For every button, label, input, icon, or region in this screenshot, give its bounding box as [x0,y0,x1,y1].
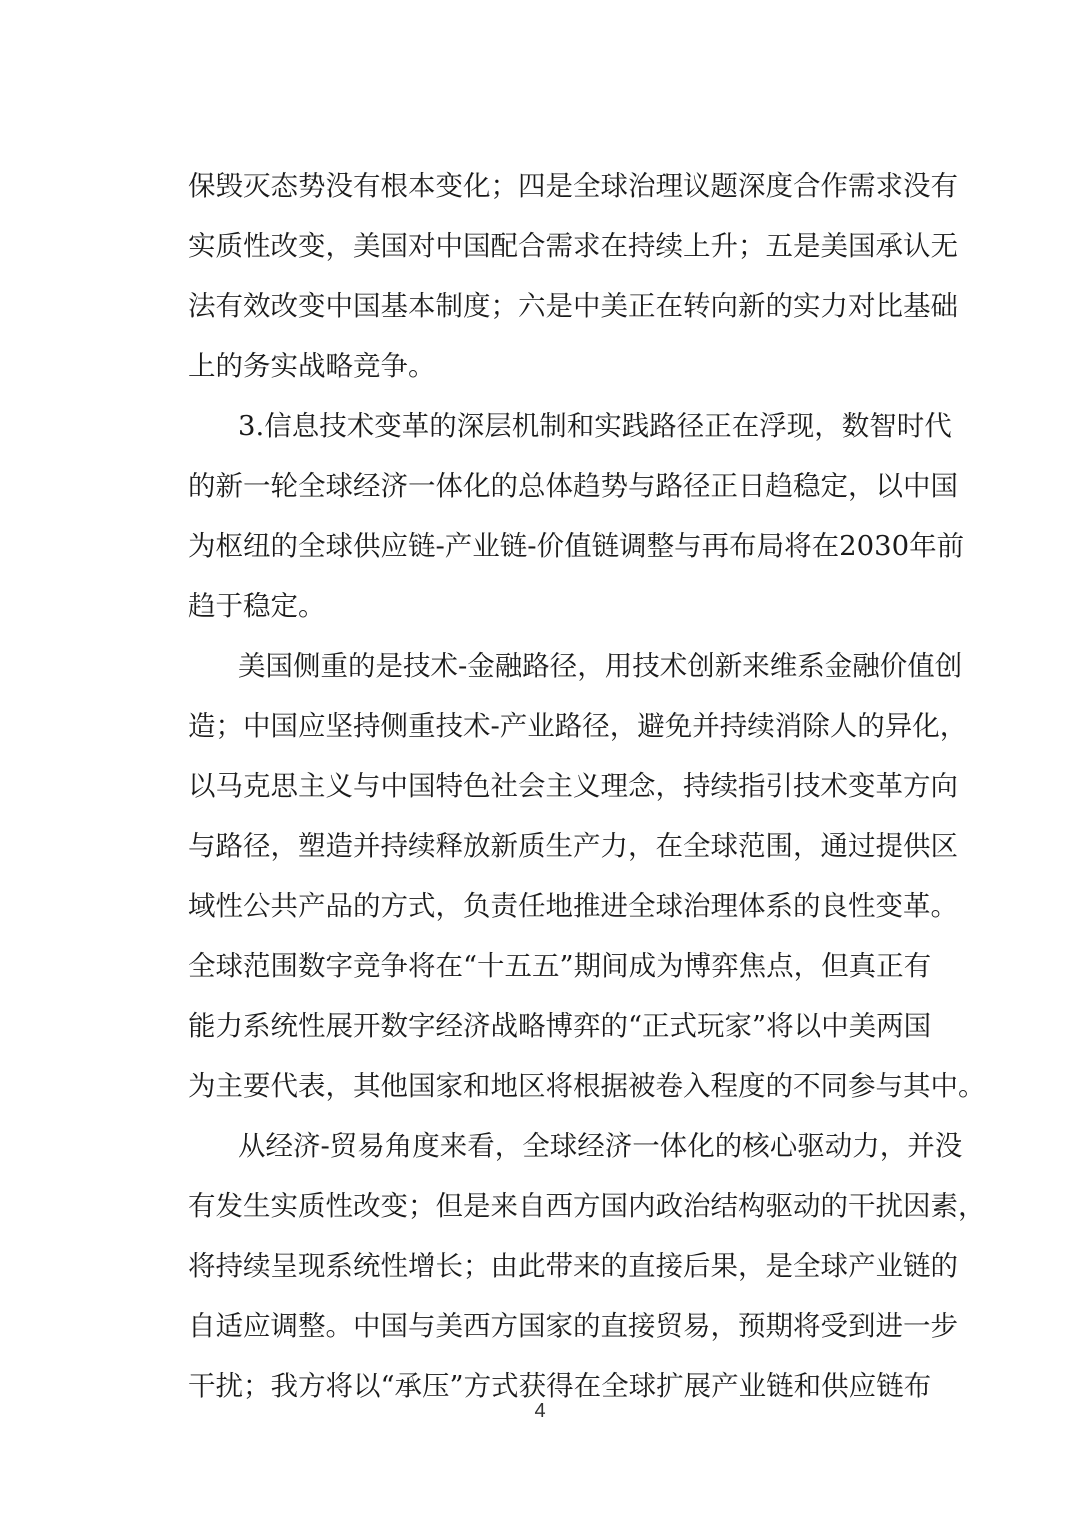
text-line: 造；中国应坚持侧重技术-产业路径，避免并持续消除人的异化， [188,710,968,742]
text-line: 美国侧重的是技术-金融路径，用技术创新来维系金融价值创 [238,650,963,682]
text-line: 与路径，塑造并持续释放新质生产力，在全球范围，通过提供区 [188,830,958,862]
text-line: 实质性改变，美国对中国配合需求在持续上升；五是美国承认无 [188,230,958,262]
text-line: 为枢纽的全球供应链-产业链-价值链调整与再布局将在2030年前 [188,530,965,562]
text-line: 有发生实质性改变；但是来自西方国内政治结构驱动的干扰因素， [188,1190,986,1222]
text-line: 自适应调整。中国与美西方国家的直接贸易，预期将受到进一步 [188,1310,958,1342]
text-line: 为主要代表，其他国家和地区将根据被卷入程度的不同参与其中。 [188,1070,986,1102]
text-line: 干扰；我方将以“承压”方式获得在全球扩展产业链和供应链布 [188,1370,932,1402]
text-line: 趋于稳定。 [188,590,326,622]
text-line: 能力系统性展开数字经济战略博弈的“正式玩家”将以中美两国 [188,1010,932,1042]
text-line: 上的务实战略竞争。 [188,350,436,382]
text-line: 法有效改变中国基本制度；六是中美正在转向新的实力对比基础 [188,290,958,322]
text-line: 保毁灭态势没有根本变化；四是全球治理议题深度合作需求没有 [188,170,958,202]
text-line: 域性公共产品的方式，负责任地推进全球治理体系的良性变革。 [188,890,958,922]
text-line: 的新一轮全球经济一体化的总体趋势与路径正日趋稳定，以中国 [188,470,958,502]
text-line: 3.信息技术变革的深层机制和实践路径正在浮现，数智时代 [238,410,952,442]
text-line: 以马克思主义与中国特色社会主义理念，持续指引技术变革方向 [188,770,958,802]
text-line: 全球范围数字竞争将在“十五五”期间成为博弈焦点，但真正有 [188,950,932,982]
text-line: 从经济-贸易角度来看，全球经济一体化的核心驱动力，并没 [238,1130,963,1162]
page-number: 4 [534,1400,546,1422]
text-line: 将持续呈现系统性增长；由此带来的直接后果，是全球产业链的 [188,1250,958,1282]
